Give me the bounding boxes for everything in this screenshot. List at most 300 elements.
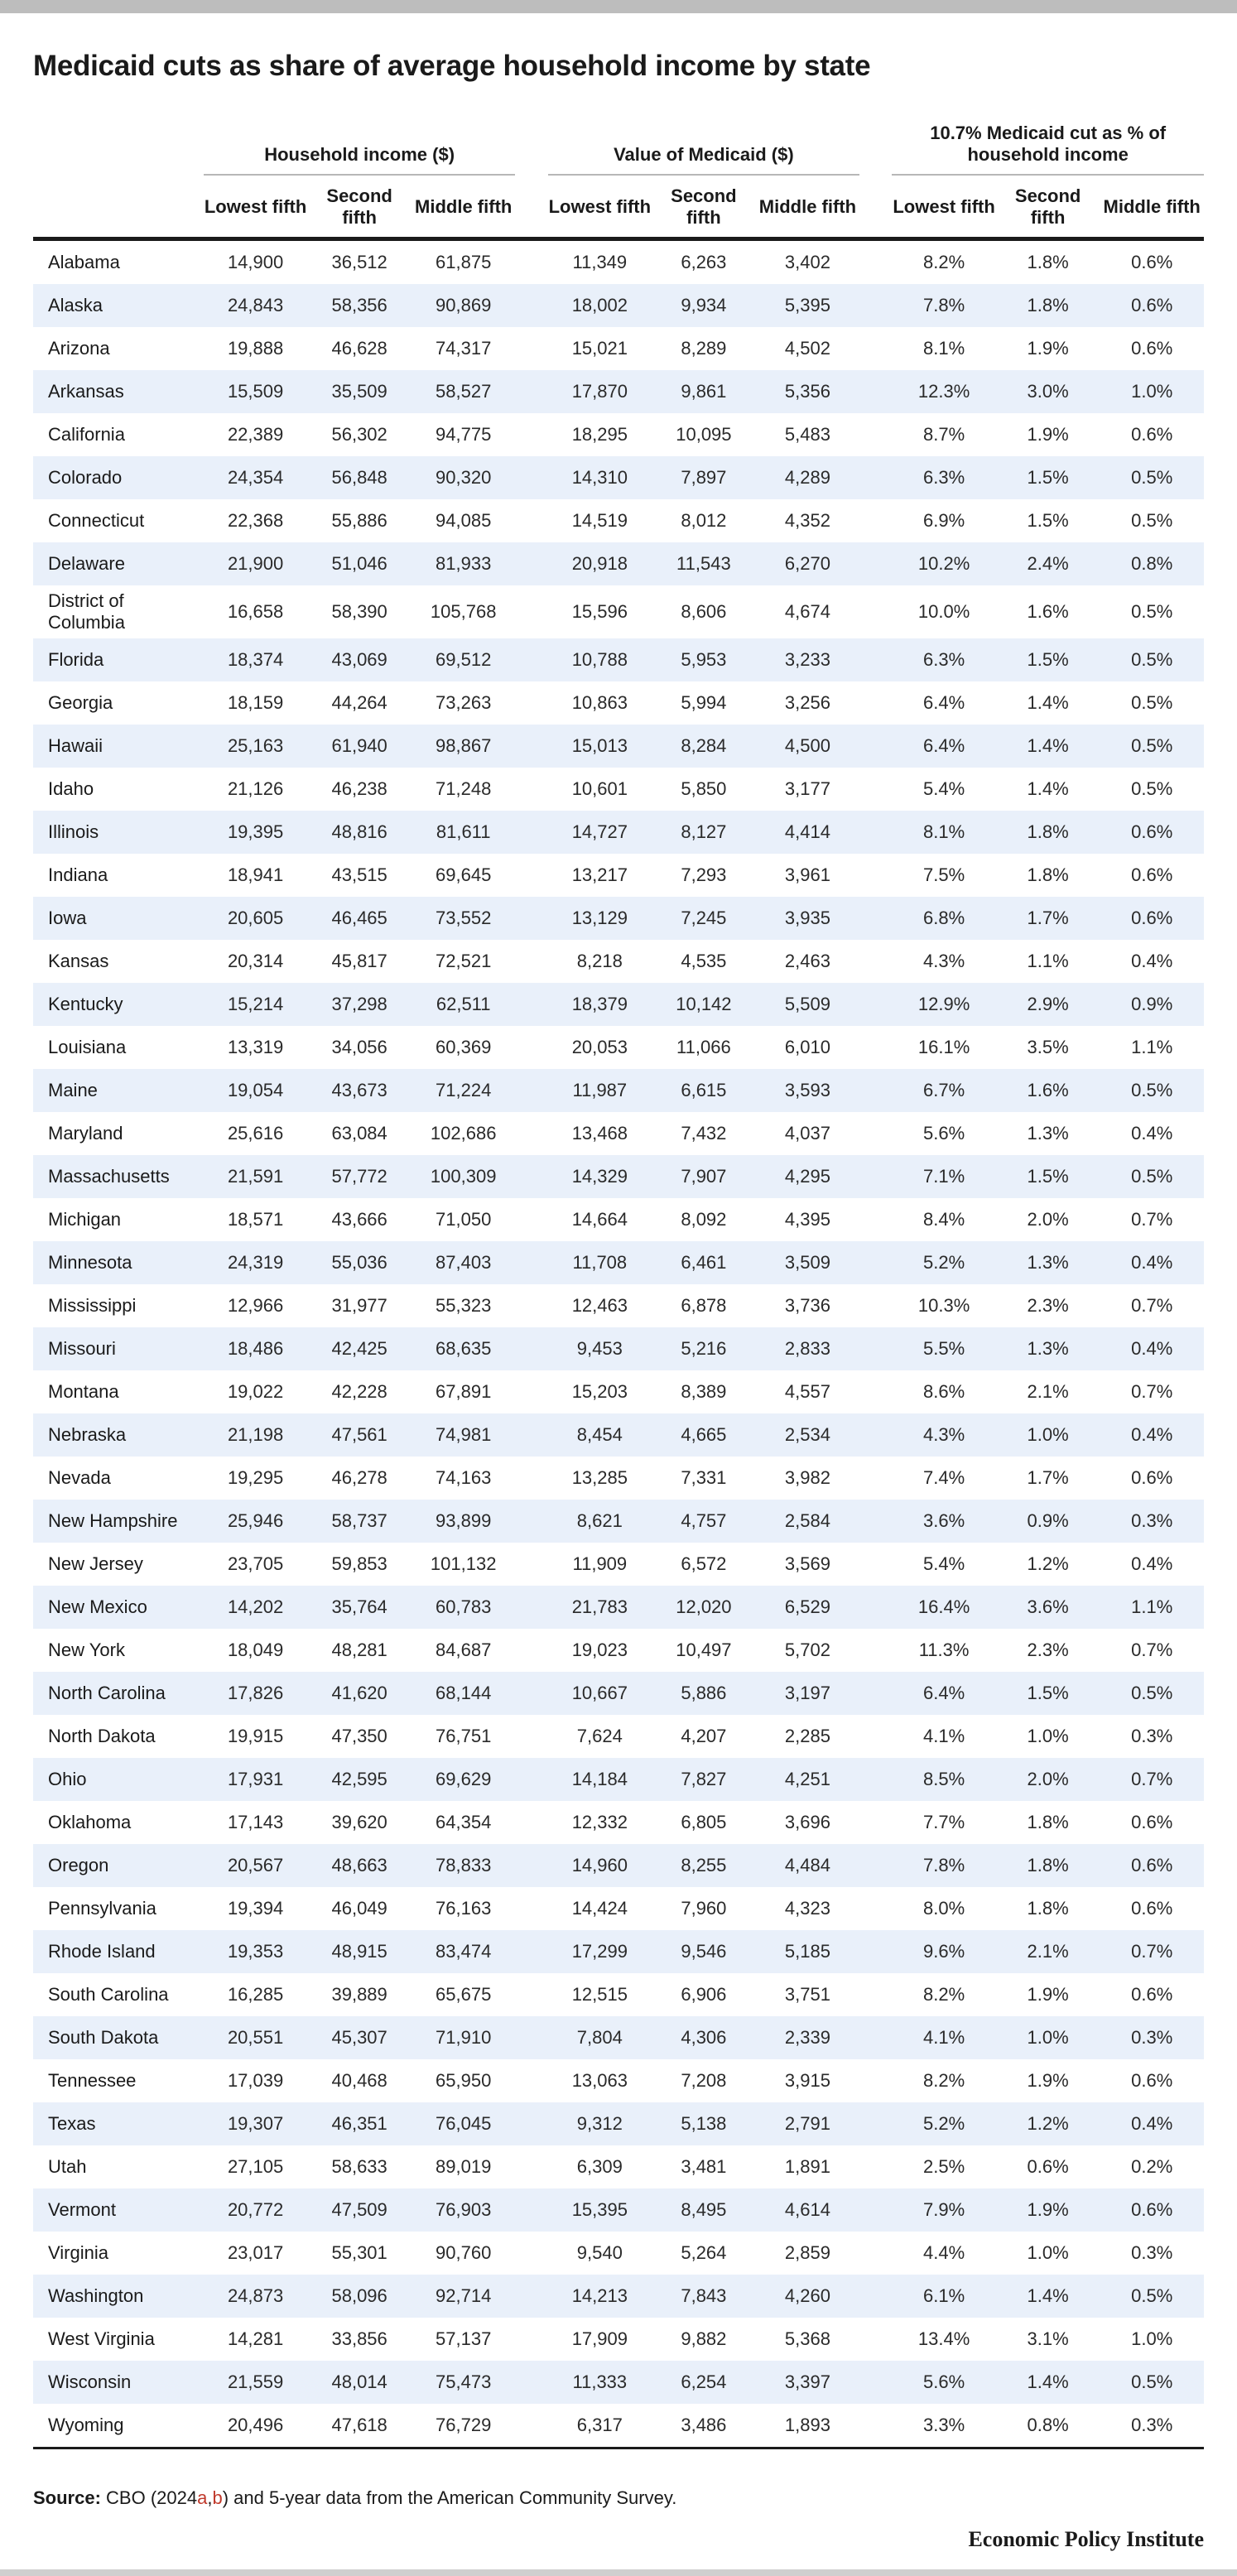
income-second-cell: 39,620: [331, 1812, 387, 1832]
cut-second-cell: 1.0%: [996, 1413, 1100, 1457]
table-row: [33, 370, 1204, 413]
cut-second-cell: 1.2%: [1027, 1553, 1069, 1574]
cut-second-cell: 1.5%: [996, 638, 1100, 681]
state-cell: Delaware: [33, 542, 204, 585]
column-gap: [859, 284, 892, 327]
medicaid-lowest-cell: 13,285: [571, 1467, 628, 1488]
cut-middle-cell: 0.4%: [1100, 1327, 1204, 1370]
cut-middle-cell: 0.3%: [1131, 2242, 1173, 2263]
income-second-cell: 46,238: [331, 778, 387, 799]
income-second-cell: 58,096: [307, 2275, 412, 2318]
state-cell: Maine: [33, 1069, 204, 1112]
column-gap: [515, 2404, 547, 2448]
medicaid-lowest-cell: 14,184: [548, 1758, 652, 1801]
column-gap: [859, 2188, 892, 2232]
medicaid-second-cell: 3,486: [652, 2404, 756, 2448]
column-gap: [515, 768, 547, 811]
cut-second-cell: 1.8%: [996, 1844, 1100, 1887]
income-second-cell: 33,856: [331, 2328, 387, 2349]
medicaid-middle-cell: 5,356: [756, 370, 860, 413]
income-second-cell: 57,772: [307, 1155, 412, 1198]
income-second-cell: 55,886: [331, 510, 387, 531]
medicaid-lowest-cell: 8,218: [576, 951, 623, 971]
state-cell: New York: [48, 1639, 125, 1660]
column-gap: [859, 1069, 892, 1112]
medicaid-lowest-cell: 13,063: [571, 2070, 628, 2091]
column-gap: [515, 1801, 547, 1844]
medicaid-lowest-cell: 11,909: [572, 1553, 628, 1574]
column-gap: [859, 1026, 892, 1069]
income-middle-cell: 73,263: [436, 692, 492, 713]
state-cell: New Jersey: [48, 1553, 143, 1574]
income-second-cell: 43,069: [307, 638, 412, 681]
cut-lowest-cell: 10.0%: [917, 601, 970, 622]
state-cell: New Mexico: [33, 1586, 204, 1629]
income-second-cell: 48,014: [307, 2361, 412, 2404]
income-lowest-cell: 18,159: [227, 692, 284, 713]
medicaid-lowest-cell: 18,002: [548, 284, 652, 327]
state-cell: Florida: [33, 638, 204, 681]
state-cell: North Dakota: [48, 1726, 156, 1746]
income-lowest-cell: 18,374: [204, 638, 308, 681]
column-gap: [515, 1370, 547, 1413]
column-gap: [515, 1284, 547, 1327]
group-header-medicaid-cut-text: 10.7% Medicaid cut as % of household income: [930, 123, 1167, 165]
income-lowest-cell: 14,900: [227, 252, 284, 272]
column-gap: [859, 1930, 892, 1973]
state-cell: Kansas: [48, 951, 109, 971]
medicaid-second-cell: 4,665: [652, 1413, 756, 1457]
column-gap: [859, 499, 892, 542]
income-lowest-cell: 25,946: [204, 1500, 308, 1543]
medicaid-middle-cell: 4,614: [756, 2188, 860, 2232]
medicaid-lowest-cell: 14,213: [548, 2275, 652, 2318]
column-gap: [515, 1672, 547, 1715]
state-cell: Arizona: [48, 338, 110, 359]
source-label: Source:: [33, 2487, 101, 2508]
medicaid-lowest-cell: 6,309: [576, 2156, 623, 2177]
state-cell: Georgia: [48, 692, 113, 713]
cut-lowest-cell: 7.5%: [923, 864, 965, 885]
medicaid-lowest-cell: 19,023: [571, 1639, 628, 1660]
column-gap: [859, 1586, 892, 1629]
cut-lowest-cell: 8.6%: [923, 1381, 965, 1402]
medicaid-lowest-cell: 11,349: [572, 252, 628, 272]
table-row: [33, 2318, 1204, 2361]
medicaid-lowest-cell: 10,667: [548, 1672, 652, 1715]
medicaid-middle-cell: 2,339: [756, 2016, 860, 2059]
medicaid-middle-cell: 3,593: [756, 1069, 860, 1112]
income-second-cell: 39,889: [331, 1984, 387, 2005]
medicaid-lowest-cell: 14,727: [548, 811, 652, 854]
cut-second-cell: 1.7%: [1027, 1467, 1069, 1488]
cut-lowest-cell: 5.4%: [923, 778, 965, 799]
cut-second-cell: 1.5%: [996, 1672, 1100, 1715]
income-lowest-cell: 19,054: [204, 1069, 308, 1112]
income-second-cell: 46,351: [307, 2102, 412, 2145]
medicaid-second-cell: 6,461: [652, 1241, 756, 1284]
cut-second-cell: 3.6%: [996, 1586, 1100, 1629]
column-gap: [859, 681, 892, 725]
cut-lowest-cell: 16.4%: [892, 1586, 996, 1629]
medicaid-middle-cell: 4,295: [756, 1155, 860, 1198]
cut-second-cell: 1.0%: [996, 2016, 1100, 2059]
income-second-cell: 43,673: [307, 1069, 412, 1112]
cut-middle-cell: 0.6%: [1131, 338, 1173, 359]
cut-middle-cell: 0.6%: [1131, 864, 1173, 885]
medicaid-lowest-cell: 21,783: [548, 1586, 652, 1629]
column-gap: [515, 1629, 547, 1672]
column-gap: [515, 585, 547, 638]
table-row: [33, 1069, 1204, 1112]
income-second-cell: 44,264: [331, 692, 387, 713]
cut-lowest-cell: 7.8%: [892, 1844, 996, 1887]
cut-middle-cell: 0.6%: [1131, 1467, 1173, 1488]
column-gap: [859, 1887, 892, 1930]
state-cell: Idaho: [48, 778, 94, 799]
income-middle-cell: 71,050: [436, 1209, 492, 1230]
source-text-prefix: CBO (2024: [106, 2487, 198, 2508]
income-second-cell: 37,298: [307, 983, 412, 1026]
medicaid-lowest-cell: 13,217: [571, 864, 628, 885]
column-gap: [859, 327, 892, 370]
table-row: [33, 725, 1204, 768]
sub-header-gap: [515, 175, 547, 239]
cut-second-cell: 1.9%: [996, 2188, 1100, 2232]
column-gap: [515, 413, 547, 456]
medicaid-second-cell: 7,208: [681, 2070, 727, 2091]
bottom-border-bar: [0, 2569, 1237, 2576]
table-row: [33, 681, 1204, 725]
cut-lowest-cell: 7.4%: [923, 1467, 965, 1488]
column-gap: [515, 1155, 547, 1198]
medicaid-lowest-cell: 20,918: [548, 542, 652, 585]
income-middle-cell: 83,474: [412, 1930, 516, 1973]
column-gap: [515, 1715, 547, 1758]
income-second-cell: 61,940: [307, 725, 412, 768]
column-gap: [859, 983, 892, 1026]
income-second-cell: 31,977: [331, 1295, 387, 1316]
cut-lowest-cell: 6.1%: [892, 2275, 996, 2318]
income-lowest-cell: 19,307: [204, 2102, 308, 2145]
column-gap: [859, 2361, 892, 2404]
income-middle-cell: 61,875: [436, 252, 492, 272]
cut-lowest-cell: 10.3%: [917, 1295, 970, 1316]
medicaid-middle-cell: 2,534: [756, 1413, 860, 1457]
medicaid-lowest-cell: 18,295: [571, 424, 628, 445]
income-middle-cell: 60,369: [436, 1037, 492, 1057]
medicaid-second-cell: 8,389: [681, 1381, 727, 1402]
column-gap: [515, 370, 547, 413]
column-gap: [859, 542, 892, 585]
table-row: [33, 2059, 1204, 2102]
table-row: [33, 983, 1204, 1026]
column-gap: [515, 1457, 547, 1500]
medicaid-lowest-cell: 9,312: [548, 2102, 652, 2145]
income-second-cell: 43,515: [331, 864, 387, 885]
income-middle-cell: 76,903: [412, 2188, 516, 2232]
cut-second-cell: 1.6%: [1027, 601, 1069, 622]
income-middle-cell: 71,224: [412, 1069, 516, 1112]
medicaid-middle-cell: 4,484: [756, 1844, 860, 1887]
income-lowest-cell: 17,826: [204, 1672, 308, 1715]
income-middle-cell: 68,635: [412, 1327, 516, 1370]
source-link-b[interactable]: b: [212, 2487, 223, 2508]
cut-middle-cell: 0.3%: [1100, 1500, 1204, 1543]
income-second-cell: 55,301: [331, 2242, 387, 2263]
cut-lowest-cell: 8.5%: [892, 1758, 996, 1801]
column-gap: [515, 1930, 547, 1973]
table-row: [33, 2361, 1204, 2404]
income-middle-cell: 84,687: [436, 1639, 492, 1660]
income-second-cell: 41,620: [307, 1672, 412, 1715]
medicaid-middle-cell: 1,893: [756, 2404, 860, 2448]
medicaid-lowest-cell: 9,540: [576, 2242, 623, 2263]
cut-lowest-cell: 5.2%: [892, 2102, 996, 2145]
medicaid-second-cell: 6,572: [681, 1553, 727, 1574]
medicaid-middle-cell: 6,270: [756, 542, 860, 585]
cut-middle-cell: 1.1%: [1100, 1586, 1204, 1629]
column-gap: [859, 1457, 892, 1500]
state-cell: Hawaii: [33, 725, 204, 768]
column-gap: [859, 1543, 892, 1586]
brand-logo-text: Economic Policy Institute: [968, 2527, 1204, 2551]
state-cell: South Carolina: [48, 1984, 169, 2005]
income-middle-cell: 76,751: [436, 1726, 492, 1746]
medicaid-middle-cell: 4,289: [756, 456, 860, 499]
medicaid-middle-cell: 6,010: [784, 1037, 830, 1057]
cut-lowest-cell: 4.4%: [923, 2242, 965, 2263]
cut-lowest-cell: 8.1%: [892, 811, 996, 854]
cut-middle-cell: 0.7%: [1100, 1930, 1204, 1973]
table-row: [33, 585, 1204, 638]
column-gap: [515, 284, 547, 327]
cut-lowest-cell: 4.1%: [892, 2016, 996, 2059]
cut-lowest-cell: 5.4%: [923, 1553, 965, 1574]
column-gap: [859, 1973, 892, 2016]
column-gap: [859, 456, 892, 499]
cut-lowest-cell: 12.3%: [892, 370, 996, 413]
medicaid-lowest-cell: 14,519: [571, 510, 628, 531]
cut-lowest-cell: 6.3%: [892, 456, 996, 499]
cut-middle-cell: 0.8%: [1100, 542, 1204, 585]
medicaid-lowest-cell: 14,310: [548, 456, 652, 499]
income-middle-cell: 76,729: [412, 2404, 516, 2448]
cut-lowest-cell: 7.7%: [923, 1812, 965, 1832]
income-middle-cell: 102,686: [430, 1123, 497, 1144]
income-middle-cell: 92,714: [412, 2275, 516, 2318]
cut-second-cell: 1.4%: [1027, 778, 1069, 799]
income-second-cell: 58,356: [307, 284, 412, 327]
medicaid-middle-cell: 2,463: [784, 951, 830, 971]
table-row: [33, 239, 1204, 285]
income-lowest-cell: 24,319: [204, 1241, 308, 1284]
cut-second-cell: 1.8%: [996, 811, 1100, 854]
medicaid-middle-cell: 6,529: [756, 1586, 860, 1629]
cut-lowest-cell: 16.1%: [917, 1037, 970, 1057]
medicaid-second-cell: 10,142: [652, 983, 756, 1026]
medicaid-second-cell: 8,495: [652, 2188, 756, 2232]
medicaid-lowest-cell: 6,317: [548, 2404, 652, 2448]
column-gap: [515, 456, 547, 499]
column-gap: [859, 585, 892, 638]
column-gap: [515, 2275, 547, 2318]
medicaid-middle-header: Middle fifth: [756, 175, 860, 239]
cut-lowest-cell: 13.4%: [917, 2328, 970, 2349]
column-gap: [515, 1069, 547, 1112]
cut-middle-cell: 0.7%: [1131, 1381, 1173, 1402]
medicaid-second-cell: 8,127: [652, 811, 756, 854]
medicaid-second-cell: 5,953: [652, 638, 756, 681]
table-row: [33, 1844, 1204, 1887]
income-second-cell: 46,465: [307, 897, 412, 940]
income-lowest-cell: 23,017: [227, 2242, 284, 2263]
cut-middle-cell: 0.5%: [1131, 601, 1173, 622]
cut-middle-cell: 0.5%: [1100, 725, 1204, 768]
income-middle-cell: 67,891: [436, 1381, 492, 1402]
column-gap: [859, 811, 892, 854]
medicaid-lowest-cell: 8,621: [548, 1500, 652, 1543]
cut-lowest-cell: 3.3%: [892, 2404, 996, 2448]
cut-middle-cell: 0.2%: [1131, 2156, 1173, 2177]
column-gap: [859, 1241, 892, 1284]
column-gap: [859, 2145, 892, 2188]
income-middle-cell: 100,309: [412, 1155, 516, 1198]
column-gap: [859, 1370, 892, 1413]
medicaid-second-cell: 5,886: [652, 1672, 756, 1715]
medicaid-second-cell: 7,960: [681, 1898, 727, 1919]
cut-middle-cell: 0.5%: [1100, 2275, 1204, 2318]
cut-middle-cell: 0.3%: [1131, 1726, 1173, 1746]
income-middle-cell: 78,833: [412, 1844, 516, 1887]
cut-second-cell: 3.1%: [1027, 2328, 1069, 2349]
income-second-cell: 43,666: [331, 1209, 387, 1230]
income-second-cell: 40,468: [331, 2070, 387, 2091]
medicaid-second-cell: 12,020: [652, 1586, 756, 1629]
cut-second-cell: 0.8%: [996, 2404, 1100, 2448]
state-cell: New Hampshire: [33, 1500, 204, 1543]
cut-middle-cell: 0.4%: [1131, 1123, 1173, 1144]
cut-second-cell: 1.4%: [996, 2361, 1100, 2404]
cut-middle-cell: 0.4%: [1100, 2102, 1204, 2145]
income-lowest-cell: 19,888: [227, 338, 284, 359]
medicaid-lowest-cell: 11,708: [548, 1241, 652, 1284]
column-gap: [515, 1887, 547, 1930]
cut-lowest-cell: 3.6%: [892, 1500, 996, 1543]
column-gap: [859, 1284, 892, 1327]
state-cell: Oklahoma: [48, 1812, 132, 1832]
cut-second-cell: 1.5%: [996, 456, 1100, 499]
cut-middle-cell: 0.3%: [1100, 2404, 1204, 2448]
cut-middle-cell: 0.6%: [1100, 811, 1204, 854]
column-gap: [515, 725, 547, 768]
medicaid-lowest-cell: 7,804: [548, 2016, 652, 2059]
medicaid-second-cell: 4,207: [681, 1726, 727, 1746]
medicaid-lowest-cell: 7,624: [576, 1726, 623, 1746]
medicaid-middle-cell: 2,285: [784, 1726, 830, 1746]
medicaid-second-cell: 9,882: [681, 2328, 727, 2349]
income-lowest-cell: 15,509: [204, 370, 308, 413]
cut-second-cell: 1.4%: [996, 2275, 1100, 2318]
state-cell: Alaska: [33, 284, 204, 327]
table-row: [33, 1715, 1204, 1758]
column-gap: [859, 1500, 892, 1543]
source-note: [33, 2487, 676, 2509]
income-lowest-cell: 20,496: [204, 2404, 308, 2448]
cut-lowest-cell: 8.0%: [923, 1898, 965, 1919]
income-lowest-header: Lowest fifth: [204, 175, 308, 239]
table-row: [33, 413, 1204, 456]
group-header-gap: [515, 103, 547, 175]
income-second-cell: 58,633: [331, 2156, 387, 2177]
cut-lowest-header: Lowest fifth: [892, 175, 996, 239]
income-lowest-cell: 22,368: [227, 510, 284, 531]
medicaid-lowest-cell: 14,329: [548, 1155, 652, 1198]
income-lowest-cell: 21,126: [227, 778, 284, 799]
medicaid-lowest-cell: 10,863: [571, 692, 628, 713]
column-gap: [515, 1413, 547, 1457]
column-gap: [515, 681, 547, 725]
column-gap: [515, 499, 547, 542]
income-second-cell: 56,302: [331, 424, 387, 445]
column-gap: [515, 2188, 547, 2232]
medicaid-middle-cell: 5,702: [784, 1639, 830, 1660]
medicaid-middle-cell: 4,557: [784, 1381, 830, 1402]
state-cell: Virginia: [48, 2242, 108, 2263]
column-gap: [859, 1155, 892, 1198]
cut-second-cell: 2.9%: [996, 983, 1100, 1026]
table-row: [33, 1543, 1204, 1586]
sub-header-gap: [859, 175, 892, 239]
state-cell: Louisiana: [48, 1037, 127, 1057]
medicaid-middle-cell: 4,251: [756, 1758, 860, 1801]
column-gap: [515, 2318, 547, 2361]
column-gap: [515, 1198, 547, 1241]
income-middle-cell: 81,611: [412, 811, 516, 854]
column-gap: [515, 940, 547, 983]
cut-lowest-cell: 10.2%: [892, 542, 996, 585]
column-gap: [515, 2059, 547, 2102]
column-gap: [859, 1758, 892, 1801]
table-row: [33, 1930, 1204, 1973]
state-cell: Oregon: [33, 1844, 204, 1887]
income-second-cell: 55,036: [307, 1241, 412, 1284]
data-table: [33, 103, 1204, 2449]
cut-lowest-cell: 4.3%: [892, 1413, 996, 1457]
cut-second-cell: 1.6%: [996, 1069, 1100, 1112]
income-second-cell: 48,816: [307, 811, 412, 854]
column-gap: [859, 897, 892, 940]
medicaid-second-cell: 11,543: [652, 542, 756, 585]
cut-lowest-cell: 4.1%: [923, 1726, 965, 1746]
column-gap: [859, 1844, 892, 1887]
medicaid-lowest-cell: 12,463: [571, 1295, 628, 1316]
cut-lowest-cell: 8.2%: [923, 2070, 965, 2091]
column-gap: [515, 638, 547, 681]
cut-middle-cell: 0.9%: [1100, 983, 1204, 1026]
medicaid-middle-cell: 3,736: [784, 1295, 830, 1316]
source-link-a[interactable]: a: [197, 2487, 208, 2508]
table-row: [33, 542, 1204, 585]
group-header-household-income: [204, 103, 516, 175]
column-gap: [515, 1241, 547, 1284]
income-lowest-cell: 13,319: [227, 1037, 284, 1057]
medicaid-lowest-cell: 12,332: [571, 1812, 628, 1832]
cut-middle-cell: 1.0%: [1100, 370, 1204, 413]
state-cell: Connecticut: [48, 510, 145, 531]
medicaid-lowest-cell: 15,395: [548, 2188, 652, 2232]
cut-middle-cell: 0.5%: [1100, 2361, 1204, 2404]
